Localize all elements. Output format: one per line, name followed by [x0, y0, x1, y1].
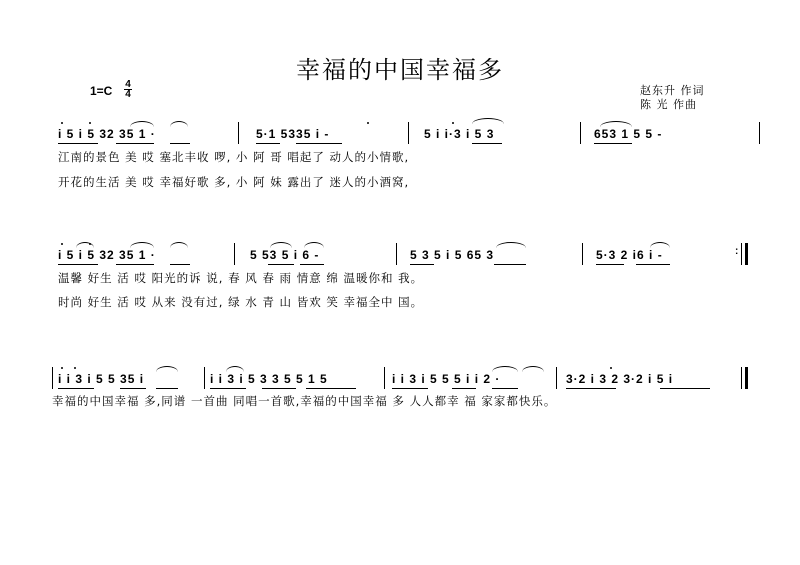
measure: 5 3 5 i 5 65 3 [410, 248, 495, 262]
beam [636, 264, 670, 265]
beam [256, 143, 280, 144]
beam [494, 264, 526, 265]
barline [204, 367, 205, 389]
final-barline [745, 243, 748, 265]
lyric-verse-2: 时尚 好生 活 哎 从来 没有过, 绿 水 青 山 皆欢 笑 幸福全中 国。 [58, 295, 424, 309]
measure: 3·2 i 3 2 3·2 i 5 i [566, 372, 674, 386]
high-octave-dot [89, 122, 91, 124]
time-signature-bottom: 4 [125, 89, 131, 100]
high-octave-dot [74, 367, 76, 369]
barline [238, 122, 239, 144]
beam [58, 388, 94, 389]
beam [452, 388, 476, 389]
barline [741, 243, 742, 265]
beam [410, 264, 434, 265]
slur [76, 242, 94, 248]
barline [396, 243, 397, 265]
lyric-verse-1: 温馨 好生 活 哎 阳光的诉 说, 春 风 春 雨 情意 绵 温暖你和 我。 [58, 271, 424, 285]
beam [566, 388, 616, 389]
beam [300, 264, 324, 265]
beam [392, 388, 428, 389]
slur [472, 118, 504, 124]
time-signature-top: 4 [125, 79, 131, 90]
song-title: 幸福的中国幸福多 [296, 56, 504, 84]
barline [408, 122, 409, 144]
beam [594, 143, 632, 144]
slur [600, 121, 632, 127]
measure: i i 3 i 5 3 3 5 5 1 5 [210, 372, 328, 386]
beam [156, 388, 178, 389]
lyric-verse-2: 开花的生活 美 哎 幸福好歌 多, 小 阿 妹 露出了 迷人的小酒窝, [58, 175, 410, 189]
high-octave-dot [61, 367, 63, 369]
time-signature [124, 80, 132, 99]
barline [582, 243, 583, 265]
lyric-verse: 幸福的中国幸福 多,同谱 一首曲 同唱一首歌,幸福的中国幸福 多 人人都幸 福 家家都快乐。 [52, 394, 557, 408]
beam [210, 388, 246, 389]
beam [58, 264, 98, 265]
high-octave-dot [452, 122, 454, 124]
high-octave-dot [610, 367, 612, 369]
barline [759, 122, 760, 144]
beam [116, 143, 154, 144]
measure: 5 i i·3 i 5 3 [424, 127, 495, 141]
beam [492, 388, 518, 389]
measure: 5 53 5 i 6 - [250, 248, 320, 262]
slur [156, 366, 178, 372]
beam [170, 264, 190, 265]
barline [52, 367, 53, 389]
beam [660, 388, 710, 389]
measure: i 5 i 5 32 35 1 · [58, 127, 156, 141]
barline [556, 367, 557, 389]
beam [596, 264, 624, 265]
composer-credit: 陈 光 作曲 [640, 98, 697, 111]
barline [384, 367, 385, 389]
key-signature: 1=C [90, 84, 113, 98]
slur [130, 121, 154, 127]
slur [170, 242, 188, 248]
beam [170, 143, 190, 144]
lyricist-credit: 赵东升 作词 [640, 84, 705, 97]
slur [270, 242, 292, 248]
barline [741, 367, 742, 389]
beam [262, 388, 296, 389]
final-barline [745, 367, 748, 389]
measure: i i 3 i 5 5 5 i i 2 · [392, 372, 501, 386]
measure: 653 1 5 5 - [594, 127, 663, 141]
slur [492, 366, 518, 372]
beam [306, 388, 356, 389]
beam [58, 143, 98, 144]
lyric-verse-1: 江南的景色 美 哎 塞北丰收 啰, 小 阿 哥 唱起了 动人的小情歌, [58, 150, 410, 164]
slur [496, 242, 526, 248]
measure: i 5 i 5 32 35 1 · [58, 248, 156, 262]
measure: i i 3 i 5 5 35 i [58, 372, 145, 386]
beam [472, 143, 502, 144]
high-octave-dot [367, 122, 369, 124]
barline [580, 122, 581, 144]
slur [304, 242, 324, 248]
beam [268, 264, 294, 265]
high-octave-dot [61, 122, 63, 124]
beam [296, 143, 342, 144]
slur [170, 121, 188, 127]
repeat-sign: : [735, 246, 739, 257]
high-octave-dot [61, 243, 63, 245]
measure: 5·3 2 i6 i - [596, 248, 663, 262]
measure: 5·1 5335 i - [256, 127, 330, 141]
slur [130, 242, 154, 248]
slur [226, 366, 244, 372]
barline [234, 243, 235, 265]
beam [116, 264, 154, 265]
slur [522, 366, 544, 372]
beam [120, 388, 146, 389]
slur [650, 242, 670, 248]
